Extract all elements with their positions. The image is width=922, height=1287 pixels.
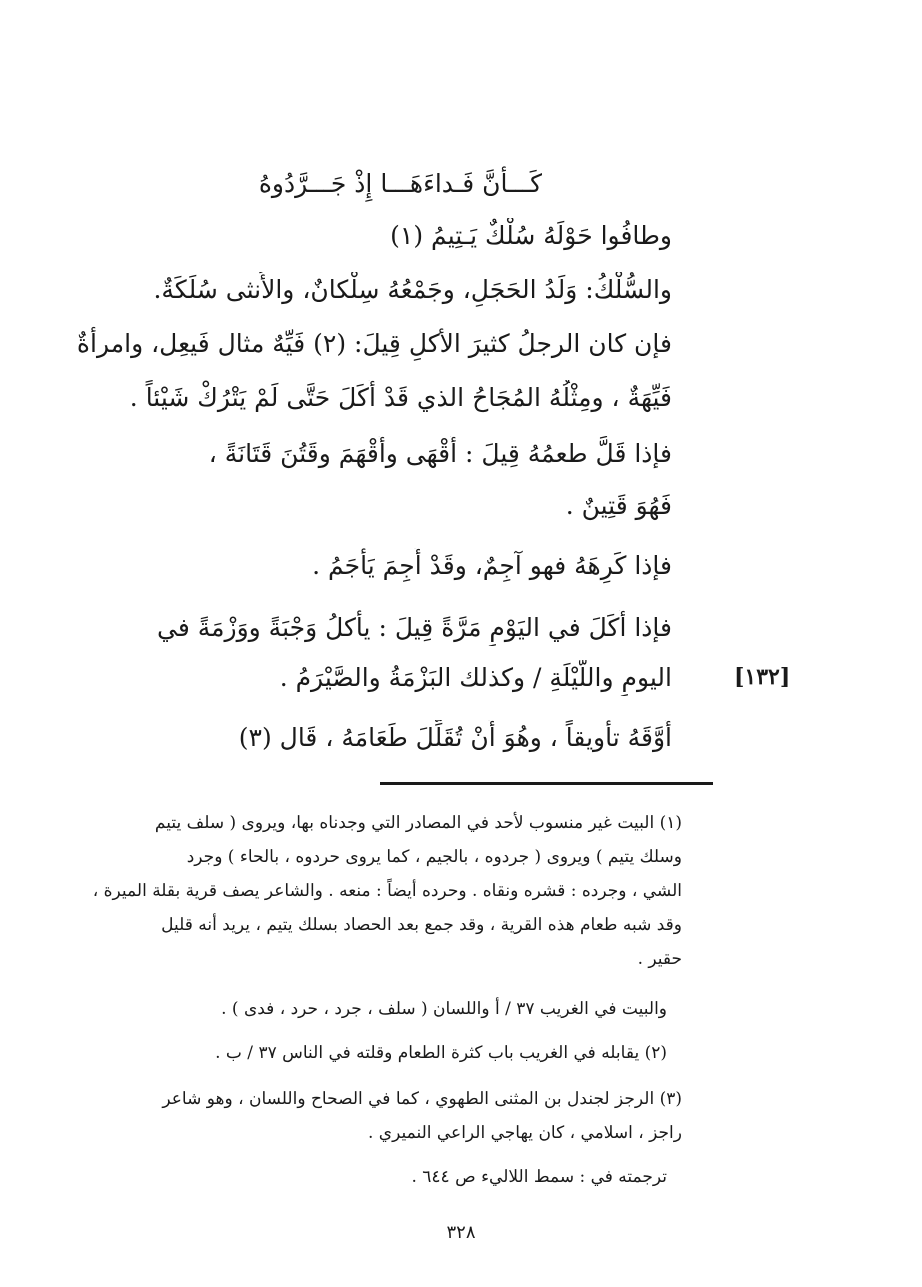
body-line-4: فإن كان الرجلُ كثيرَ الأكلِ قِيلَ: (٢) فَيِّهٌ مثال فَيعِل، وامرأةٌ: [76, 329, 672, 358]
page-marker: [١٣٢]: [734, 664, 791, 690]
body-line-8: فإذا كَرِهَهُ فهو آجِمٌ، وقَدْ أَجِمَ يَأْجَمُ .: [312, 551, 672, 580]
verse-line-2: وطافُوا حَوْلَهُ سُلْكٌ يَـتِيمُ (١): [390, 221, 672, 250]
footnote-line-2: وسلك يتيم ) ويروى ( جردوه ، بالجيم ، كما يروى حردوه ، بالحاء ) وجرد: [186, 847, 682, 867]
footnote-divider: [380, 782, 713, 785]
footnote-line-3: الشي ، وجرده : قشره ونقاه . وحرده أيضاً : منعه . والشاعر يصف قرية بقلة الميرة ،: [92, 881, 682, 901]
footnote-line-6: والبيت في الغريب ٣٧ / أ واللسان ( سلف ، جرد ، حرد ، فدى ) .: [221, 999, 667, 1019]
footnote-line-8: (٣) الرجز لجندل بن المثنى الطهوي ، كما في الصحاح واللسان ، وهو شاعر: [162, 1089, 682, 1109]
body-line-10: اليومِ واللَّيْلَةِ / وكذلك البَزْمَةُ والصَّيْرَمُ .: [279, 663, 672, 692]
body-line-6: فإذا قَلَّ طعمُهُ قِيلَ : أَقْهَى وأَقْهَمَ وقَتُنَ قَتَانَةً ،: [208, 439, 672, 468]
footnote-line-5: حقير .: [637, 949, 682, 969]
footnote-line-1: (١) البيت غير منسوب لأحد في المصادر التي وجدناه بها، ويروى ( سلف يتيم: [154, 813, 682, 833]
verse-line-1: كَـــأَنَّ فَـداءَهَـــا إِذْ جَـــرَّدُوهُ: [258, 169, 542, 198]
body-line-5: فَيِّهَةٌ ، ومِثْلُهُ المُجَاحُ الذي قَدْ أَكَلَ حَتَّى لَمْ يَتْرُكْ شَيْئاً .: [129, 383, 672, 412]
body-line-9: فإذا أَكَلَ في اليَوْمِ مَرَّةً قِيلَ : يأكلُ وَجْبَةً ووَزْمَةً في: [156, 613, 672, 642]
footnote-line-10: ترجمته في : سمط اللاليء ص ٦٤٤ .: [411, 1167, 667, 1187]
footnote-line-7: (٢) يقابله في الغريب باب كثرة الطعام وقلته في الناس ٣٧ / ب .: [215, 1043, 667, 1063]
body-line-11: أَوَّقَهُ تأويقاً ، وهُوَ أَنْ تُقَلِّلَ طَعَامَهُ ، قَال (٣): [238, 723, 672, 752]
body-line-7: فَهُوَ قَتِينٌ .: [565, 491, 672, 520]
page-number: ٣٢٨: [446, 1222, 476, 1243]
footnote-line-9: راجز ، اسلامي ، كان يهاجي الراعي النميري .: [368, 1123, 682, 1143]
footnote-line-4: وقد شبه طعام هذه القرية ، وقد جمع بعد الحصاد بسلك يتيم ، يريد أنه قليل: [161, 915, 682, 935]
body-line-3: والسُّلْكُ: وَلَدُ الحَجَلِ، وجَمْعُهُ سِلْكانٌ، والأُنثى سُلَكَةٌ.: [153, 275, 672, 304]
